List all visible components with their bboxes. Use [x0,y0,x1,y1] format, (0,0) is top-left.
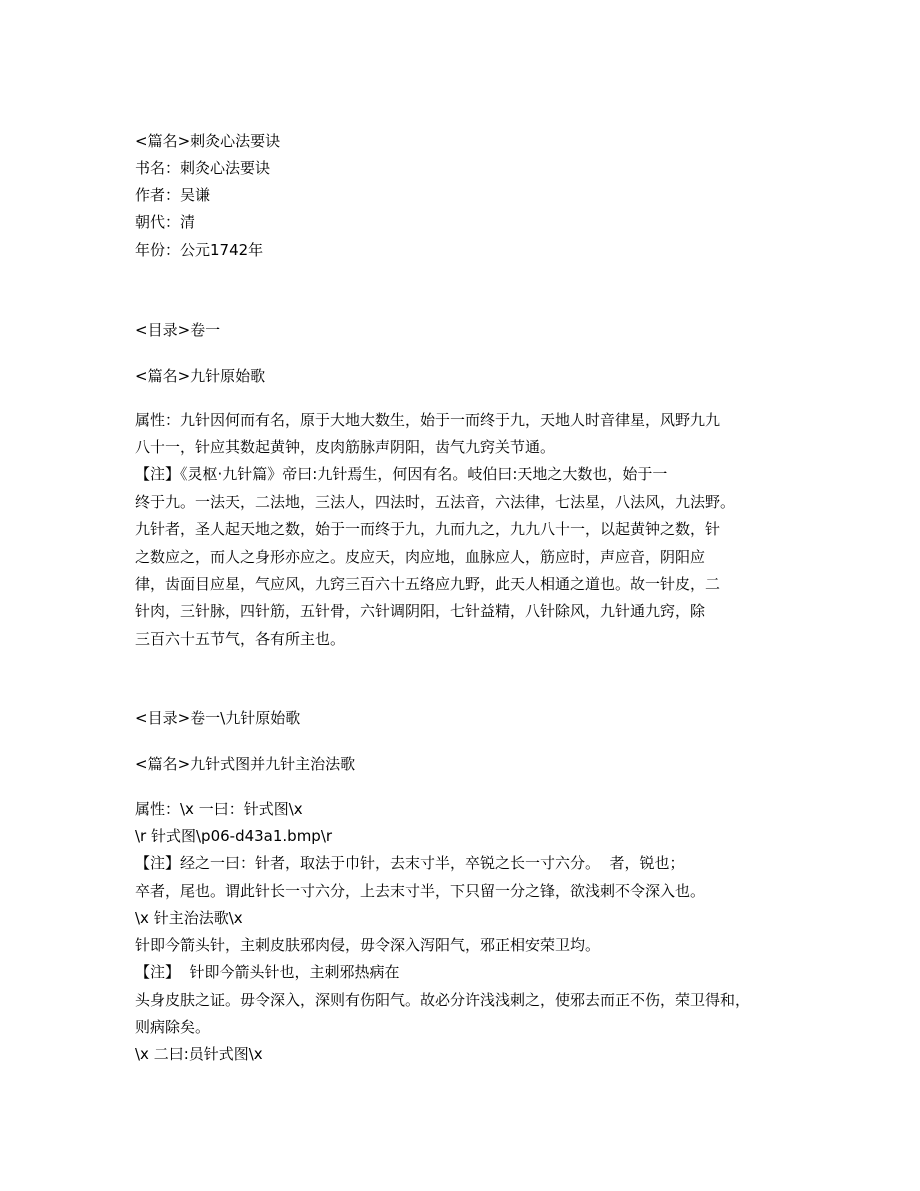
section2-line: 针即今箭头针，主刺皮肤邪肉侵，毋令深入泻阳气，邪正相安荣卫均。 [135,936,601,954]
header-author: 作者：吴谦 [135,186,211,204]
section2-line: 头身皮肤之证。毋令深入，深则有伤阳气。故必分许浅浅刺之，使邪去而正不伤，荣卫得和， [135,991,751,1009]
section2-line: 则病除矣。 [135,1018,211,1036]
section2-title: <篇名>九针式图并九针主治法歌 [135,755,356,773]
section1-title: <篇名>九针原始歌 [135,367,266,385]
section1-line: 终于九。一法天，二法地，三法人，四法时，五法音，六法律，七法星，八法风，九法野。 [135,493,736,511]
section1-line: 律，齿面目应星，气应风，九窍三百六十五络应九野，此天人相通之道也。故一针皮，二 [135,575,721,593]
section1-line: 九针者，圣人起天地之数，始于一而终于九，九而九之，九九八十一，以起黄钟之数，针 [135,520,721,538]
header-title: <篇名>刺灸心法要诀 [135,132,281,150]
section1-line: 针肉，三针脉，四针筋，五针骨，六针调阴阳，七针益精，八针除风，九针通九窍，除 [135,602,706,620]
section1-line: 属性：九针因何而有名，原于大地大数生，始于一而终于九，天地人时音律星，风野九九 [135,411,721,429]
section2-line: \x 二曰:员针式图\x [135,1045,263,1063]
section2-line: 属性：\x 一曰：针式图\x [135,800,303,818]
section2-line: 卒者，尾也。谓此针长一寸六分，上去末寸半，下只留一分之锋，欲浅刺不令深入也。 [135,882,706,900]
header-book: 书名：刺灸心法要诀 [135,159,271,177]
section2-line: \r 针式图\p06-d43a1.bmp\r [135,827,333,845]
section2-line: \x 针主治法歌\x [135,909,243,927]
section1-toc: <目录>卷一 [135,321,221,339]
section2-line: 【注】经之一曰：针者，取法于巾针，去末寸半，卒锐之长一寸六分。 者，锐也； [135,854,685,872]
section1-line: 之数应之，而人之身形亦应之。皮应天，肉应地，血脉应人，筋应时，声应音，阴阳应 [135,548,706,566]
section2-line: 【注】 针即今箭头针也，主刺邪热病在 [135,963,400,981]
section1-line: 八十一，针应其数起黄钟，皮肉筋脉声阴阳，齿气九窍关节通。 [135,438,556,456]
header-year: 年份：公元1742年 [135,241,264,259]
section1-line: 【注】《灵枢·九针篇》帝曰:九针焉生，何因有名。岐伯曰:天地之大数也，始于一 [135,465,668,483]
section1-line: 三百六十五节气，各有所主也。 [135,630,346,648]
header-dynasty: 朝代：清 [135,213,196,231]
section2-toc: <目录>卷一\九针原始歌 [135,709,301,727]
